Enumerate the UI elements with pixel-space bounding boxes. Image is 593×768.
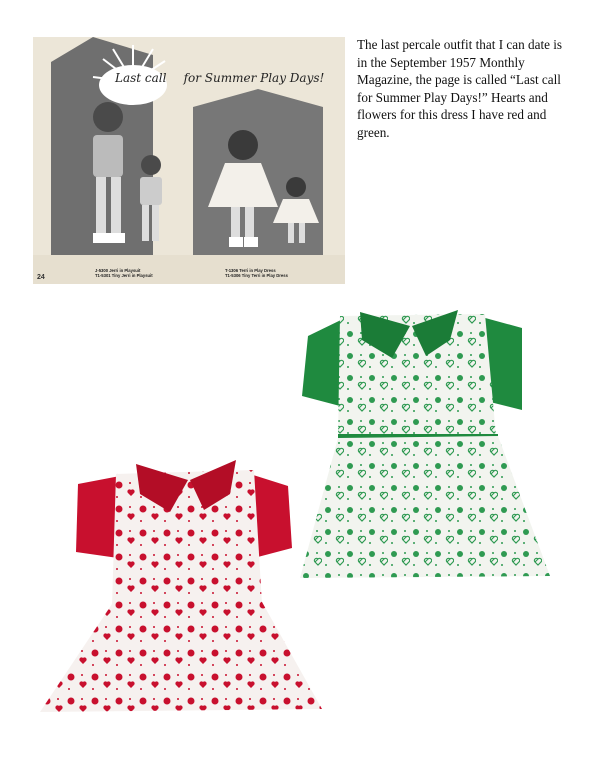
description-text: The last percale outfit that I can date is in the September 1957 Monthly Magazine, the page is called “Last call for Summer Play Days!” Hearts and flowers for this dress I have red and green. bbox=[357, 37, 563, 140]
caption-left-line: J-5300 Jerri in Playsuit bbox=[95, 268, 141, 273]
magazine-clipping bbox=[33, 37, 345, 284]
page-number: 24 bbox=[37, 274, 45, 281]
headline-rest: for Summer Play Days! bbox=[183, 71, 325, 85]
headline-script: Last call bbox=[115, 71, 167, 85]
caption-right bbox=[225, 268, 288, 278]
caption-left-line: T1-5301 Tiny Jerri in Playsuit bbox=[95, 273, 153, 278]
red-dress-photo bbox=[40, 454, 325, 722]
caption-right-line: T-1306 Terri in Play Dress bbox=[225, 268, 276, 273]
clipping-headline bbox=[115, 67, 324, 86]
caption-left bbox=[95, 268, 153, 278]
green-dress-photo bbox=[300, 306, 558, 588]
caption-right-line: T1-5306 Tiny Terri in Play Dress bbox=[225, 273, 288, 278]
